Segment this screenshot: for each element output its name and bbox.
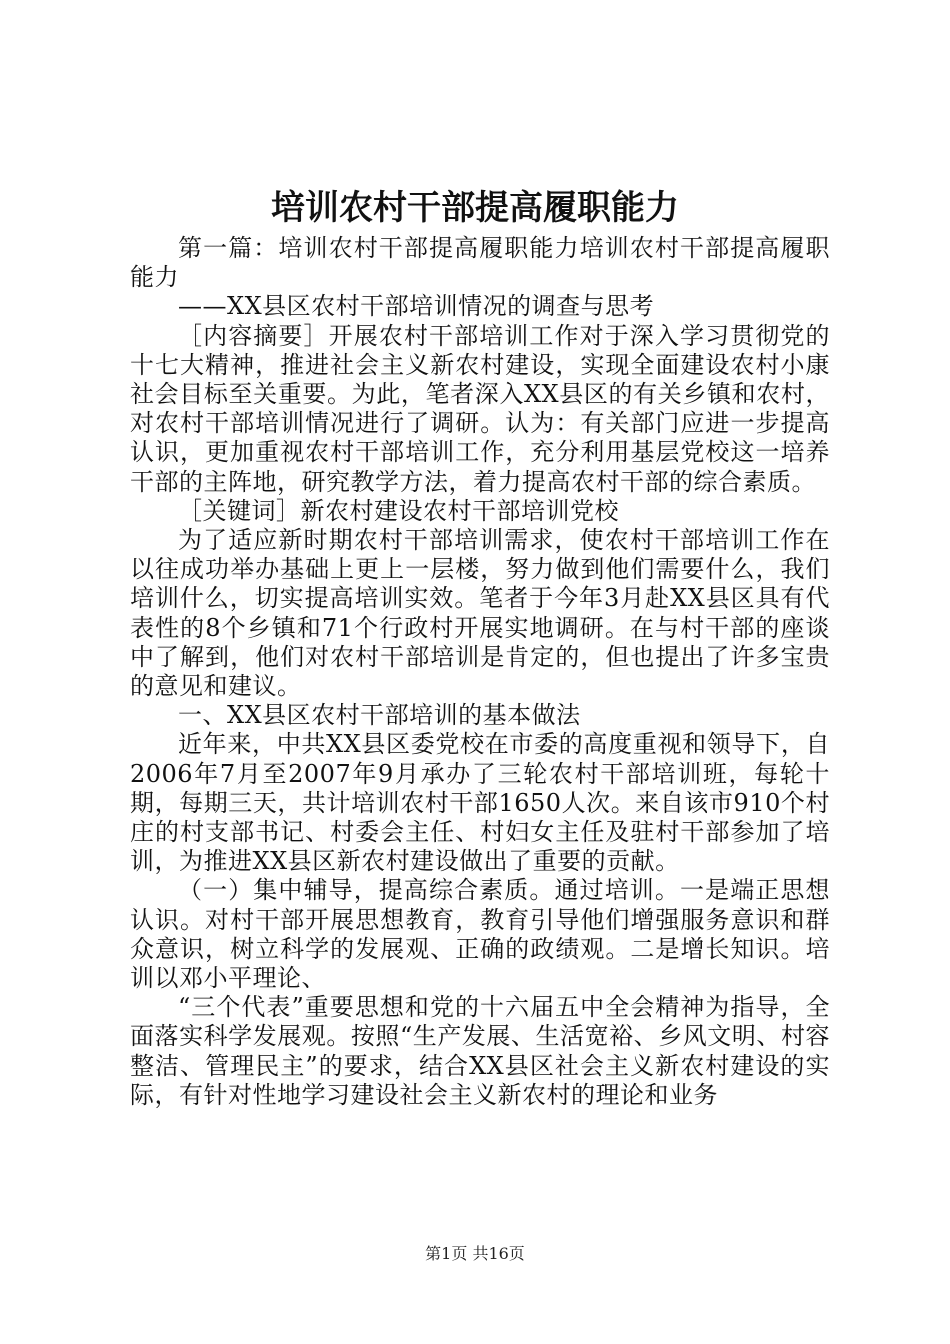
- page-title: 培训农村干部提高履职能力: [271, 188, 679, 228]
- document-body: [130, 234, 830, 1110]
- page-number-footer: 第1页 共16页: [425, 1244, 525, 1263]
- paragraph-centralized-guidance: （一）集中辅导，提高综合素质。通过培训。一是端正思想认识。对村干部开展思想教育，教育引导他们增强服务意识和群众意识，树立科学的发展观、正确的政绩观。二是增长知识。培训以邓小平理论、: [130, 876, 830, 993]
- paragraph-abstract: ［内容摘要］开展农村干部培训工作对于深入学习贯彻党的十七大精神，推进社会主义新农村建设，实现全面建设农村小康社会目标至关重要。为此，笔者深入XX县区的有关乡镇和农村，对农村干部培训情况进行了调研。认为：有关部门应进一步提高认识，更加重视农村干部培训工作，充分利用基层党校这一培养干部的主阵地，研究教学方法，着力提高农村干部的综合素质。: [130, 321, 830, 496]
- paragraph-introduction: 为了适应新时期农村干部培训需求，使农村干部培训工作在以往成功举办基础上更上一层楼，努力做到他们需要什么，我们培训什么，切实提高培训实效。笔者于今年3月赴XX县区具有代表性的8个乡镇和71个行政村开展实地调研。在与村干部的座谈中了解到，他们对农村干部培训是肯定的，但也提出了许多宝贵的意见和建议。: [130, 526, 830, 701]
- paragraph-three-represents: “三个代表”重要思想和党的十六届五中全会精神为指导，全面落实科学发展观。按照“生产发展、生活宽裕、乡风文明、村容整洁、管理民主”的要求，结合XX县区社会主义新农村建设的实际，有针对性地学习建设社会主义新农村的理论和业务: [130, 993, 830, 1109]
- paragraph-keywords: ［关键词］新农村建设农村干部培训党校: [178, 496, 619, 525]
- paragraph-part-one-heading: 第一篇：培训农村干部提高履职能力培训农村干部提高履职能力: [130, 234, 830, 292]
- paragraph-recent-years: 近年来，中共XX县区委党校在市委的高度重视和领导下，自2006年7月至2007年9月承办了三轮农村干部培训班，每轮十期，每期三天，共计培训农村干部1650人次。来自该市910个村庄的村支部书记、村委会主任、村妇女主任及驻村干部参加了培训，为推进XX县区新农村建设做出了重要的贡献。: [130, 730, 830, 876]
- section-heading-basic-practices: 一、XX县区农村干部培训的基本做法: [178, 701, 581, 730]
- paragraph-subtitle: ——XX县区农村干部培训情况的调查与思考: [178, 292, 655, 321]
